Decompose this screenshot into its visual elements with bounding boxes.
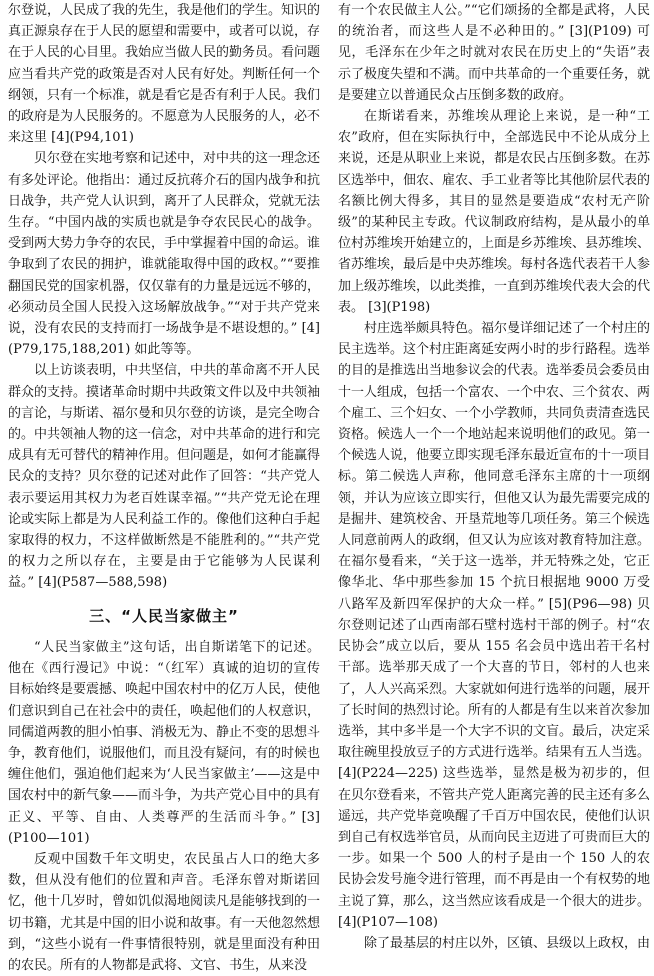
paragraph-soviet-government: 在斯诺看来，苏维埃从理论上来说，是一种“工农”政府，但在实际执行中，全部选民中不论从成分上来说，还是从职业上来说，都是农民占压倒多数。在苏区选举中，佃农、雇农、手工业者等比其他阶层代表的名额比例大得多，其目的显然是要造成“农村无产阶级”的某种民主专政。代议制政府结构，是从最小的单位村苏维埃开始建立的，上面是乡苏维埃、县苏维埃、省苏维埃，最后是中央苏维埃。每村各选代表若干人参加上级苏维埃，以此类推，一直到苏维埃代表大会的代表。 [3](P198) (338, 109, 651, 315)
section-heading: 三、“人民当家做主” (89, 606, 239, 625)
paragraph-belden-commentary: 贝尔登在实地考察和记述中，对中共的这一理念还有多处评论。他指出：通过反抗蒋介石的国内战争和抗日战争，共产党人认识到，离开了人民群众，党就无法生存。“中国内战的实质也就是争夺农民民心的战争。受到两大势力争夺的农民，手中掌握着中国的命运。谁争取到了农民的拥护，谁就能取得中国的政权。”“要推翻国民党的国家机器，仅仅靠有的力量是远远不够的，必须动员全国人民投入这场解放战争。”“对于共产党来说，没有农民的支持而打一场战争是不堪设想的。” [4](P79,175,188,201) 如此等等。 (8, 151, 321, 358)
paragraph-mao-recollection: 有一个农民做主人公。”“它们颂扬的全都是武将，人民的统治者，而这些人是不必种田的。” [3](P109) 可见，毛泽东在少年之时就对农民在历史上的“失语”表示了极度失望和不满。而中共革命的一个重要任务，就是要建立以普通民众占压倒多数的政府。 (338, 3, 651, 103)
right-column (338, 0, 650, 955)
paragraph-snow-quote: “人民当家做主”这句话，出自斯诺笔下的记述。他在《西行漫记》中说：“（红军）真诚的迫切的宣传目标始终是要震撼、唤起中国农村中的亿万人民，使他们意识到自己在社会中的责任，唤起他们的人权意识，同儒道两教的胆小怕事、消极无为、静止不变的思想斗争，教育他们，说服他们，而且没有疑问，有的时候也缠住他们，强迫他们起来为‘人民当家做主’——这是中国农村中的新气象——而斗争，为共产党心目中的具有正义、平等、自由、人类尊严的生活而斗争。” [3](P100—101) (8, 639, 321, 846)
paragraph-belden-quote: 尔登说，人民成了我的先生，我是他们的学生。知识的真正源泉存在于人民的愿望和需要中，或者可以说，存在于人民的心目里。我始应当做人民的勤务员。看问题应当看共产党的政策是否对人民有好处。判断任何一个纲领，只有一个标准，就是看它是否有利于人民。我们的政府是为人民服务的。不愿意为人民服务的人，必不来这里 [4](P94,101) (8, 3, 321, 146)
paragraph-higher-levels: 除了最基层的村庄以外，区镇、县级以上政权，由 (364, 935, 651, 951)
paragraph-history-review: 反观中国数千年文明史，农民虽占人口的绝大多数，但从没有他们的位置和声音。毛泽东曾对斯诺回忆，他十几岁时，曾如饥似渴地阅读凡是能够找到的一切书籍，尤其是中国的旧小说和故事。有一天他忽然想到，“这些小说有一件事情很特别，就是里面没有种田的农民。所有的人物都是武将、文官、书生，从来没 (8, 851, 321, 973)
paragraph-interviews-summary: 以上访谈表明，中共坚信，中共的革命离不开人民群众的支持。摸诸革命时期中共政策文件以及中共领袖的言论，与斯诺、福尔曼和贝尔登的访谈，是完全吻合的。中共领袖人物的这一信念，对中共革命的进行和完成具有无可替代的精神作用。但问题是，如何才能赢得民众的支持？贝尔登的记述对此作了回答：“共产党人表示要运用其权力为老百姓谋幸福。”“共产党无论在理论或实际上都是为人民利益工作的。像他们这种白手起家取得的权力，不这样做断然是不能胜利的。”“共产党的权力之所以存在，主要是由于它能够为人民谋利益。” [4](P587—588,598) (8, 363, 321, 591)
paragraph-village-election: 村庄选举颇具特色。福尔曼详细记述了一个村庄的民主选举。这个村庄距离延安两小时的步行路程。选举的目的是推选出当地参议会的代表。选举委员会委员由十一人组成，包括一个富农、一个中农、三个贫农、两个雇工、三个妇女、一个小学教师，共同负责清查选民资格。候选人一个一个地站起来说明他们的政见。第一个候选人说，他要立即实现毛泽东最近宣布的十一项目标。第二候选人声称，他同意毛泽东主席的十一项纲领，并认为应该立即实行，但他又认为最先需要完成的是掘井、建筑校舍、开垦荒地等几项任务。第三个候选人同意前两人的政纲，但又认为应该对教育特加注意。在福尔曼看来，“关于这一选举，并无特殊之处，它正像华北、华中那些参加 15 个抗日根据地 9000 万受八路军及新四军保护的大众一样。” [5](P96—98) 贝尔登则记述了山西南部石壁村选村干部的例子。村“农民协会”成立以后，要从 155 名会员中选出若干名村干部。选举那天成了一个大喜的节日，邻村的人也来了，人人兴高采烈。大家就如何进行选举的问题，展开了长时间的热烈讨论。所有的人都是有生以来首次参加选举，其中多半是一个大字不识的文盲。最后，决定采取往碗里投放豆子的方式进行选举。结果有五人当选。 [4](P224—225) 这些选举，显然是极为初步的，但在贝尔登看来，不管共产党人距离完善的民主还有多么遥远，共产党毕竟唤醒了千百万中国农民，使他们认识到自己有权选举官员，从而向民主迈进了可贵而巨大的一步。如果一个 500 人的村子是由一个 150 人的农民协会发号施令进行管理，而不再是由一个有权势的地主说了算，那么，这当然应该看成是一个很大的进步。 [4](P107—108) (338, 321, 651, 930)
left-column (8, 0, 321, 973)
